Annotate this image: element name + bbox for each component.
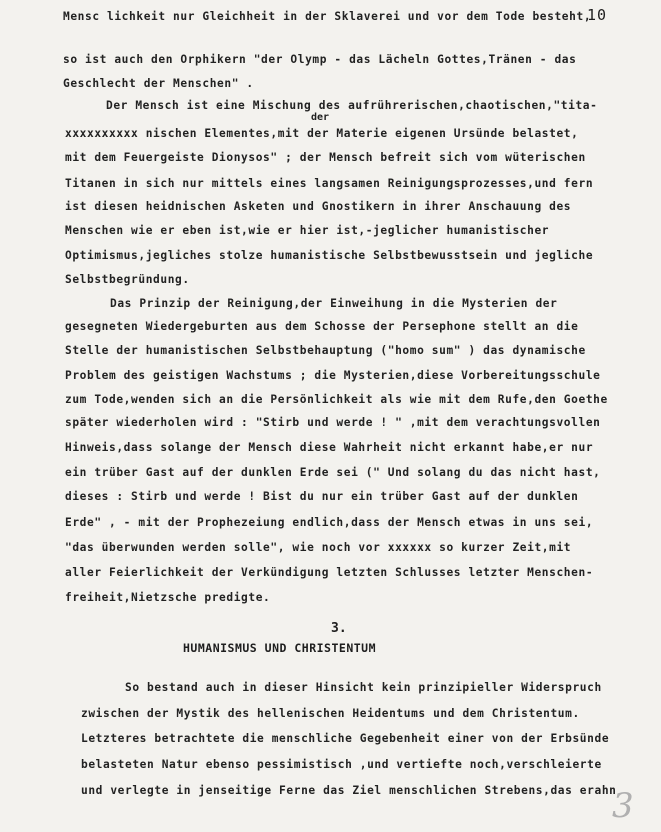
text-line: aller Feierlichkeit der Verkündigung letzten Schlusses letzter Menschen- <box>65 566 594 579</box>
text-line: So bestand auch in dieser Hinsicht kein prinzipieller Widerspruch <box>125 681 602 694</box>
text-line: Titanen in sich nur mittels eines langsamen Reinigungsprozesses,und fern <box>65 177 594 190</box>
text-line: Letzteres betrachtete die menschliche Gegebenheit einer von der Erbsünde <box>81 732 610 745</box>
text-line: xxxxxxxxxx nischen Elementes,mit der Materie eigenen Ursünde belastet, <box>65 127 579 140</box>
text-line: und verlegte in jenseitige Ferne das Ziel menschlichen Strebens,das erahn <box>81 784 617 797</box>
text-line: zum Tode,wenden sich an die Persönlichkeit als wie mit dem Rufe,den Goethe <box>65 393 608 406</box>
text-line: Geschlecht der Menschen" . <box>63 77 254 90</box>
text-line: Selbstbegründung. <box>65 273 190 286</box>
text-line: "das überwunden werden solle", wie noch vor xxxxxx so kurzer Zeit,mit <box>65 541 572 554</box>
text-line: Hinweis,dass solange der Mensch diese Wahrheit nicht erkannt habe,er nur <box>65 441 594 454</box>
text-line: freiheit,Nietzsche predigte. <box>65 591 271 604</box>
text-line: Menschen wie er eben ist,wie er hier ist,-jeglicher humanistischer <box>65 224 550 237</box>
text-line: Der Mensch ist eine Mischung des aufrührerischen,chaotischen,"tita- <box>106 99 598 112</box>
text-line: so ist auch den Orphikern "der Olymp - das Lächeln Gottes,Tränen - das <box>63 53 577 66</box>
inserted-word: der <box>311 112 330 123</box>
text-line: Mensc lichkeit nur Gleichheit in der Sklaverei und vor dem Tode besteht, <box>63 10 592 23</box>
section-number: 3. <box>331 621 347 636</box>
section-heading: HUMANISMUS UND CHRISTENTUM <box>183 641 377 655</box>
text-line: später wiederholen wird : "Stirb und werde ! " ,mit dem verachtungsvollen <box>65 416 601 429</box>
text-line: belasteten Natur ebenso pessimistisch ,und vertiefte noch,verschleierte <box>81 758 602 771</box>
pencil-margin-mark: 3 <box>612 786 634 826</box>
text-line: ein trüber Gast auf der dunklen Erde sei (" Und solang du das nicht hast, <box>65 466 601 479</box>
text-line: mit dem Feuergeiste Dionysos" ; der Mensch befreit sich vom wüterischen <box>65 151 586 164</box>
text-line: gesegneten Wiedergeburten aus dem Schosse der Persephone stellt an die <box>65 320 579 333</box>
text-line: Stelle der humanistischen Selbstbehauptung ("homo sum" ) das dynamische <box>65 344 586 357</box>
text-line: zwischen der Mystik des hellenischen Heidentums und dem Christentum. <box>81 707 580 720</box>
text-line: Problem des geistigen Wachstums ; die Mysterien,diese Vorbereitungsschule <box>65 369 601 382</box>
text-line: Das Prinzip der Reinigung,der Einweihung in die Mysterien der <box>110 297 558 310</box>
page-number: 10 <box>587 6 608 24</box>
text-line: dieses : Stirb und werde ! Bist du nur ein trüber Gast auf der dunklen <box>65 490 579 503</box>
text-line: Optimismus,jegliches stolze humanistische Selbstbewusstsein und jegliche <box>65 249 594 262</box>
text-line: ist diesen heidnischen Asketen und Gnostikern in ihrer Anschauung des <box>65 200 572 213</box>
text-line: Erde" , - mit der Prophezeiung endlich,dass der Mensch etwas in uns sei, <box>65 516 594 529</box>
